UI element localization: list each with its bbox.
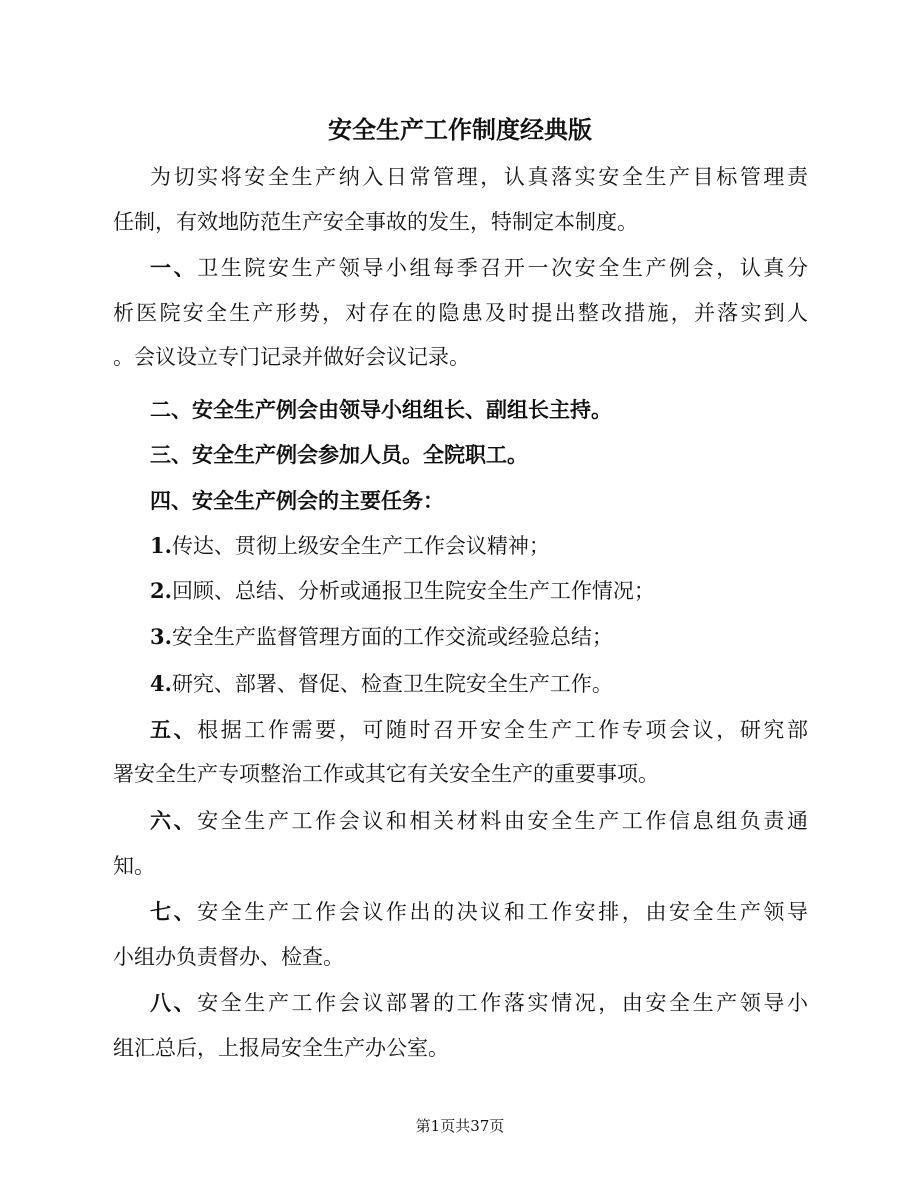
paragraph-line: 七、安全生产工作会议作出的决议和工作安排，由安全生产领导 <box>150 899 808 924</box>
paragraph-line: 组汇总后，上报局安全生产办公室。 <box>113 1036 449 1060</box>
page-number: 第1页共37页 <box>415 1117 505 1135</box>
paragraph-line: 为切实将安全生产纳入日常管理，认真落实安全生产目标管理责 <box>150 165 808 189</box>
paragraph-line: 一、卫生院安生产领导小组每季召开一次安全生产例会，认真分 <box>150 255 808 280</box>
paragraph-line: 八、安全生产工作会议部署的工作落实情况，由安全生产领导小 <box>150 990 808 1015</box>
paragraph-line: 知。 <box>113 854 155 878</box>
paragraph-line: 六、安全生产工作会议和相关材料由安全生产工作信息组负责通 <box>150 808 808 833</box>
list-item: 2.回顾、总结、分析或通报卫生院安全生产工作情况； <box>150 578 655 603</box>
paragraph-line: 署安全生产专项整治工作或其它有关安全生产的重要事项。 <box>113 762 659 786</box>
paragraph-line: 三、安全生产例会参加人员。全院职工。 <box>150 442 528 467</box>
list-item: 4.研究、部署、督促、检查卫生院安全生产工作。 <box>150 671 613 696</box>
paragraph-line: 二、安全生产例会由领导小组组长、副组长主持。 <box>150 397 612 422</box>
list-item: 3.安全生产监督管理方面的工作交流或经验总结； <box>150 624 613 649</box>
paragraph-line: 四、安全生产例会的主要任务： <box>150 488 444 513</box>
paragraph-line: 。会议设立专门记录并做好会议记录。 <box>113 345 470 369</box>
paragraph-line: 五、根据工作需要，可随时召开安全生产工作专项会议，研究部 <box>150 717 808 742</box>
list-item: 1.传达、贯彻上级安全生产工作会议精神； <box>150 533 550 558</box>
document-title: 安全生产工作制度经典版 <box>328 115 592 144</box>
paragraph-line: 析医院安全生产形势，对存在的隐患及时提出整改措施，并落实到人 <box>113 301 808 325</box>
paragraph-line: 小组办负责督办、检查。 <box>113 945 344 969</box>
paragraph-line: 任制，有效地防范生产安全事故的发生，特制定本制度。 <box>113 210 638 234</box>
